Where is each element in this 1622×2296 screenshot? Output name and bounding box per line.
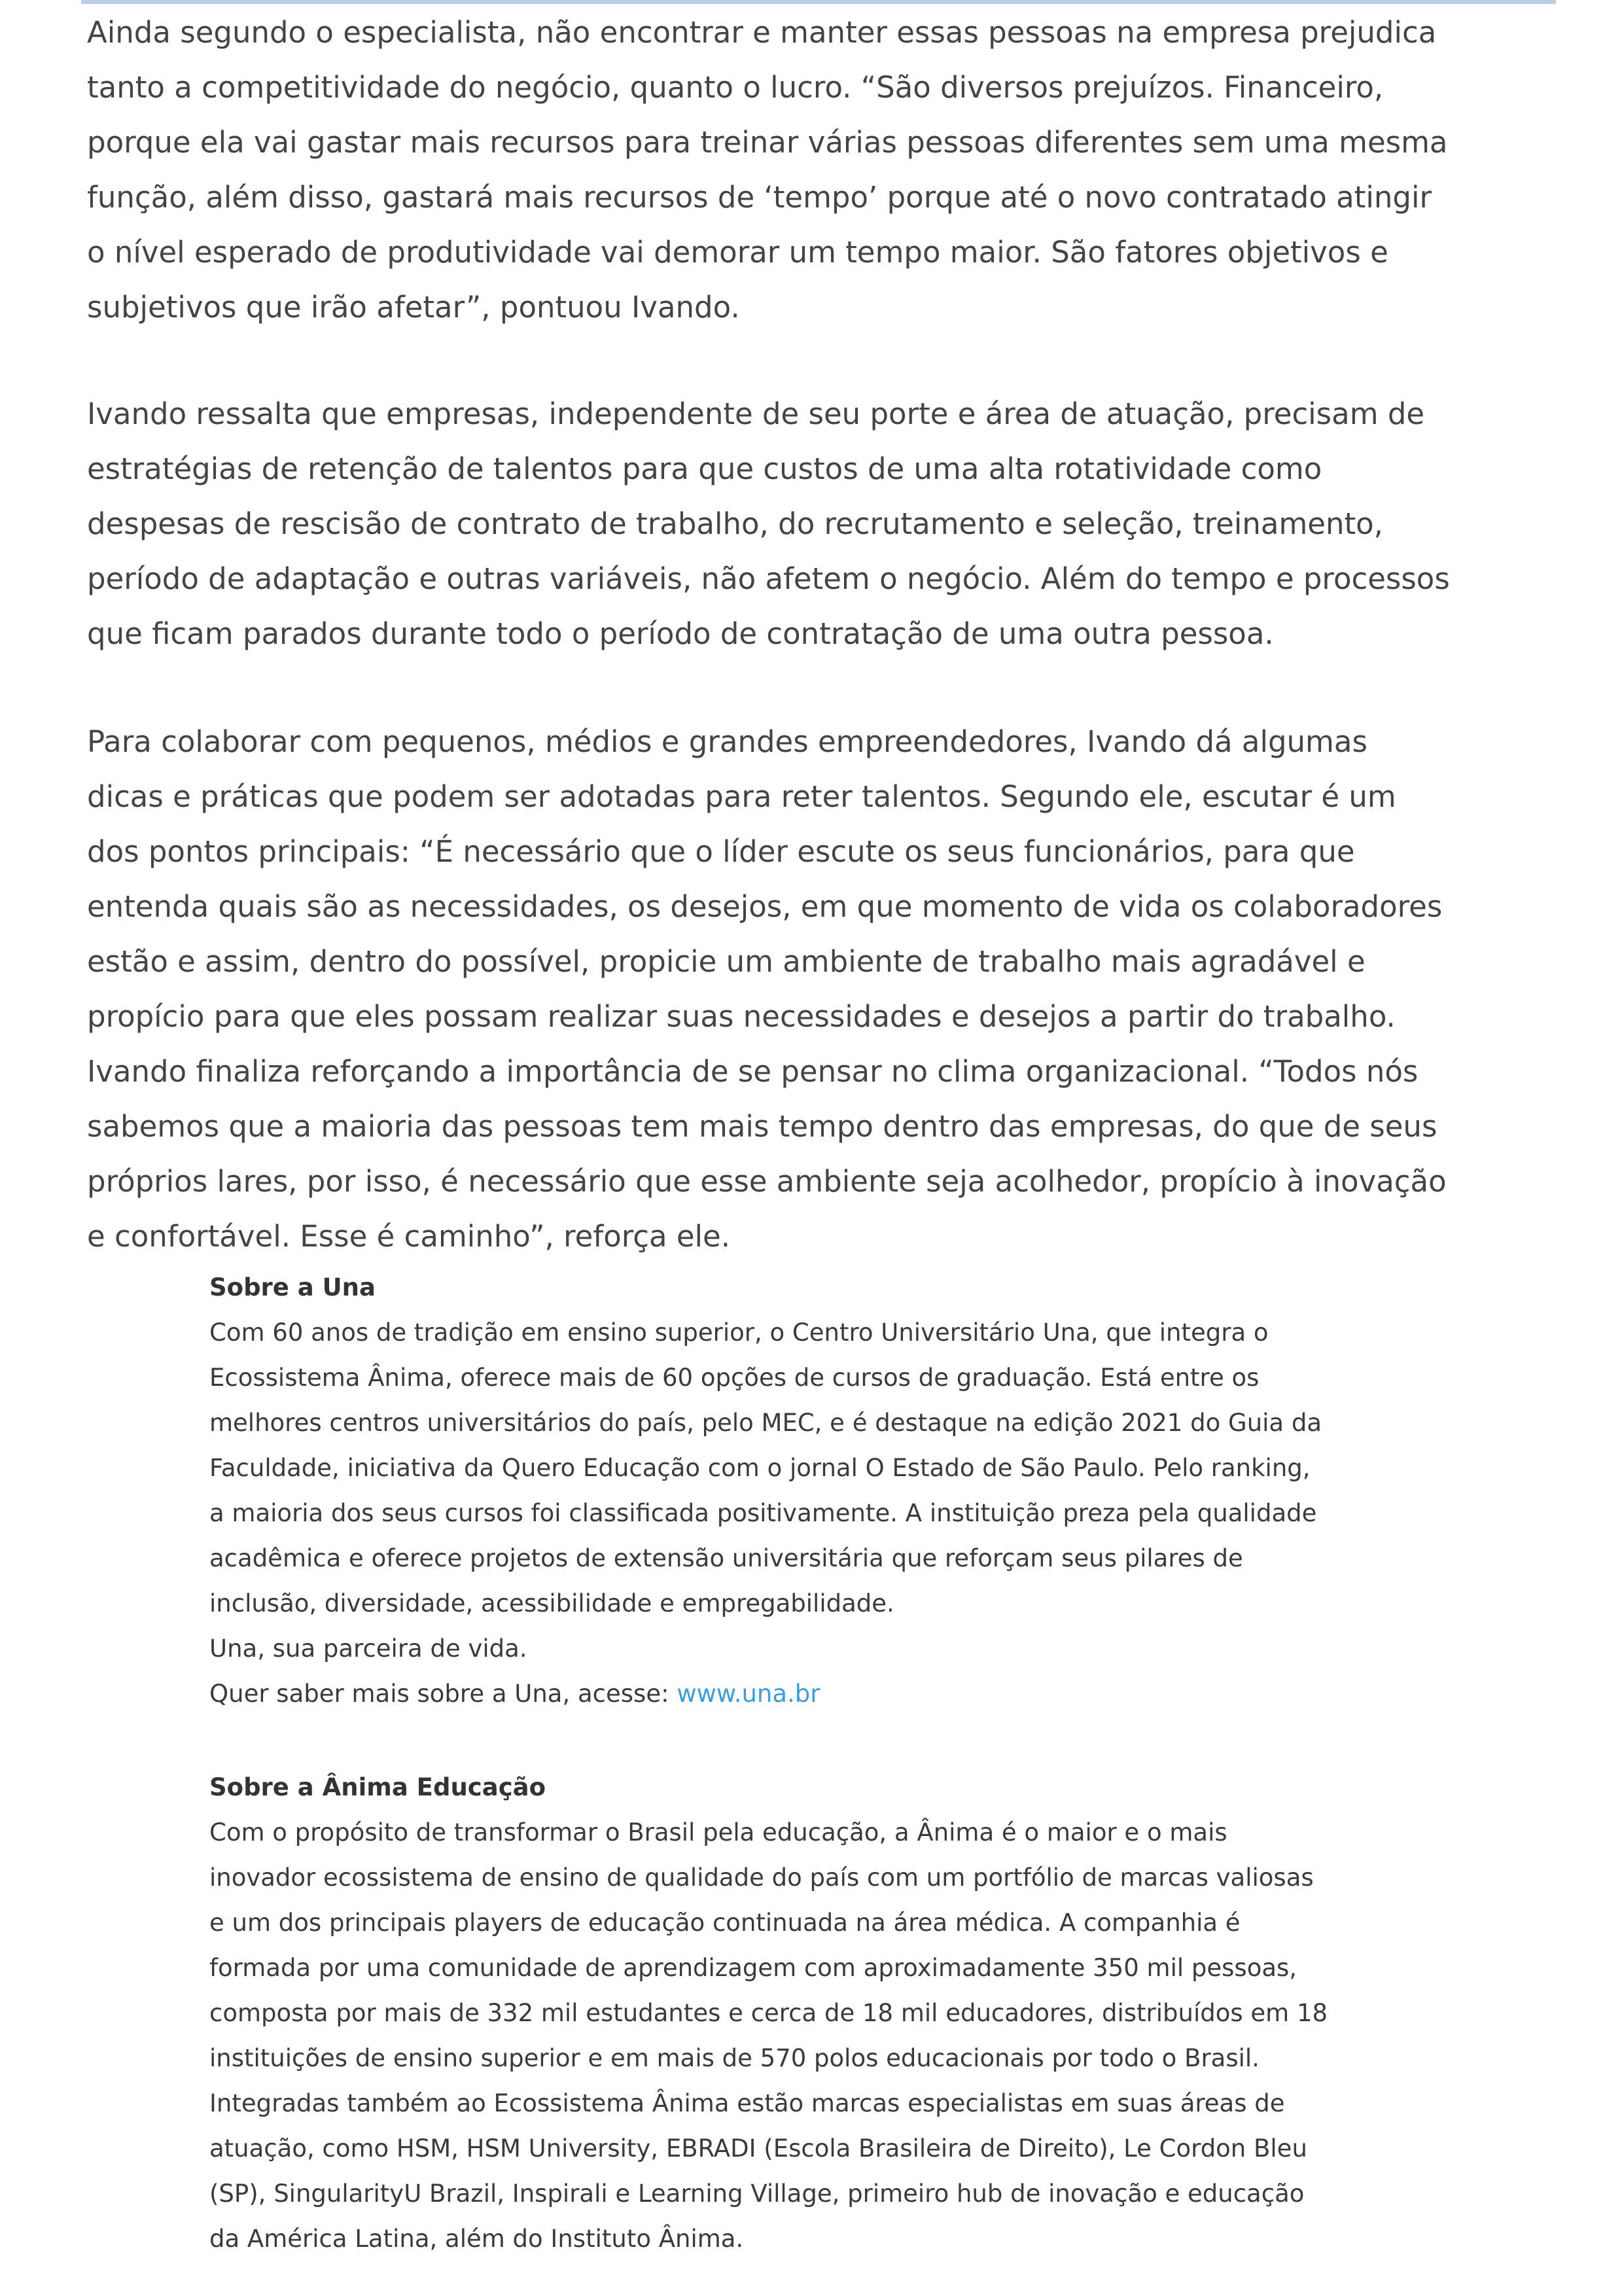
text-line: subjetivos que irão afetar”, pontuou Ivando. (87, 290, 740, 325)
text-line: função, além disso, gastará mais recursos de ‘tempo’ porque até o novo contratado atingir (87, 180, 1432, 215)
text-line: atuação, como HSM, HSM University, EBRADI (Escola Brasileira de Direito), Le Cordon Bleu (209, 2134, 1307, 2163)
text-line: Una, sua parceira de vida. (209, 1634, 527, 1663)
text-line: próprios lares, por isso, é necessário que esse ambiente seja acolhedor, propício à inovação (87, 1164, 1447, 1199)
text-line: dicas e práticas que podem ser adotadas para reter talentos. Segundo ele, escutar é um (87, 779, 1396, 814)
text-line: da América Latina, além do Instituto Ânima. (209, 2225, 744, 2253)
about-una-heading: Sobre a Una (209, 1273, 376, 1301)
text-line: Ecossistema Ânima, oferece mais de 60 opções de cursos de graduação. Está entre os (209, 1364, 1260, 1392)
text-line: propício para que eles possam realizar suas necessidades e desejos a partir do trabalho. (87, 999, 1396, 1034)
text-line: a maioria dos seus cursos foi classificada positivamente. A instituição preza pela qualidade (209, 1499, 1317, 1527)
text-line: estão e assim, dentro do possível, propicie um ambiente de trabalho mais agradável e (87, 944, 1366, 979)
about-una-link-line (209, 1671, 1322, 1716)
text-line: Integradas também ao Ecossistema Ânima estão marcas especialistas em suas áreas de (209, 2089, 1285, 2117)
una-website-link[interactable]: www.una.br (677, 1680, 820, 1708)
text-line: (SP), SingularityU Brazil, Inspirali e Learning Village, primeiro hub de inovação e educação (209, 2180, 1305, 2208)
text-line: composta por mais de 332 mil estudantes e cerca de 18 mil educadores, distribuídos em 18 (209, 1999, 1328, 2027)
about-una-section (209, 1265, 1322, 1716)
text-line: Ainda segundo o especialista, não encontrar e manter essas pessoas na empresa prejudica (87, 15, 1437, 50)
text-line: despesas de rescisão de contrato de trabalho, do recrutamento e seleção, treinamento, (87, 506, 1383, 541)
text-line: e confortável. Esse é caminho”, reforça ele. (87, 1219, 731, 1254)
text-line: acadêmica e oferece projetos de extensão universitária que reforçam seus pilares de (209, 1544, 1243, 1572)
paragraph-3 (87, 715, 1447, 1264)
text-line: período de adaptação e outras variáveis, não afetem o negócio. Além do tempo e processos (87, 561, 1450, 596)
text-line: estratégias de retenção de talentos para que custos de uma alta rotatividade como (87, 451, 1322, 486)
text-line: o nível esperado de produtividade vai demorar um tempo maior. São fatores objetivos e (87, 235, 1388, 270)
about-anima-section (209, 1765, 1328, 2261)
text-line: instituições de ensino superior e em mais de 570 polos educacionais por todo o Brasil. (209, 2044, 1260, 2072)
text-line: e um dos principais players de educação continuada na área médica. A companhia é (209, 1909, 1241, 1937)
about-anima-body (209, 1810, 1328, 2261)
paragraph-2 (87, 387, 1450, 662)
top-divider (81, 0, 1556, 4)
text-line: Com o propósito de transformar o Brasil pela educação, a Ânima é o maior e o mais (209, 1818, 1227, 1846)
text-line: Para colaborar com pequenos, médios e grandes empreendedores, Ivando dá algumas (87, 724, 1367, 759)
text-line: tanto a competitividade do negócio, quanto o lucro. “São diversos prejuízos. Financeiro, (87, 70, 1384, 105)
text-line: dos pontos principais: “É necessário que o líder escute os seus funcionários, para que (87, 834, 1355, 869)
text-line: inclusão, diversidade, acessibilidade e empregabilidade. (209, 1589, 894, 1617)
text-line: Com 60 anos de tradição em ensino superior, o Centro Universitário Una, que integra o (209, 1318, 1269, 1347)
text-line: melhores centros universitários do país, pelo MEC, e é destaque na edição 2021 do Guia da (209, 1409, 1322, 1437)
text-line: Ivando finaliza reforçando a importância de se pensar no clima organizacional. “Todos nós (87, 1054, 1419, 1089)
text-line: inovador ecossistema de ensino de qualidade do país com um portfólio de marcas valiosas (209, 1863, 1314, 1892)
about-anima-heading: Sobre a Ânima Educação (209, 1773, 546, 1801)
text-line: Faculdade, iniciativa da Quero Educação com o jornal O Estado de São Paulo. Pelo ranking, (209, 1454, 1311, 1482)
text-line: Ivando ressalta que empresas, independente de seu porte e área de atuação, precisam de (87, 397, 1425, 431)
text-line: que ficam parados durante todo o período de contratação de uma outra pessoa. (87, 616, 1274, 651)
about-una-body (209, 1310, 1322, 1671)
text-line: formada por uma comunidade de aprendizagem com aproximadamente 350 mil pessoas, (209, 1954, 1297, 1982)
paragraph-1 (87, 5, 1448, 335)
link-prefix: Quer saber mais sobre a Una, acesse: (209, 1680, 677, 1708)
text-line: porque ela vai gastar mais recursos para treinar várias pessoas diferentes sem uma mesma (87, 125, 1448, 160)
text-line: entenda quais são as necessidades, os desejos, em que momento de vida os colaboradores (87, 889, 1443, 924)
text-line: sabemos que a maioria das pessoas tem mais tempo dentro das empresas, do que de seus (87, 1109, 1437, 1144)
